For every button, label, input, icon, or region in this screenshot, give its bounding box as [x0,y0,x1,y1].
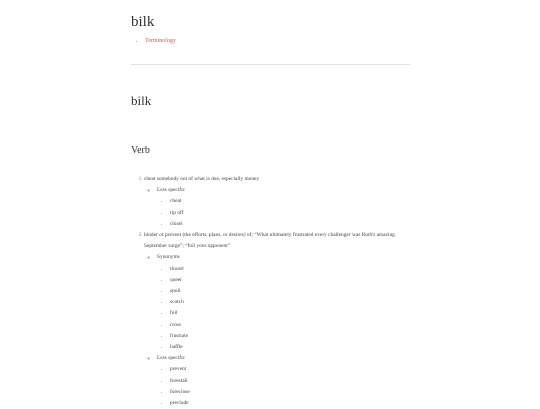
word-item: • foil [170,308,411,319]
word-item: • rip off [170,208,411,219]
word-list [157,264,411,354]
toc-link-terminology[interactable]: Terminology [145,38,176,44]
group-label: Less specific [157,187,185,194]
table-of-contents [131,38,176,44]
word-item: • chisel [170,219,411,230]
word-item: • forestall [170,376,411,387]
word-item: • cheat [170,196,411,207]
group-item [157,252,411,353]
group-label: Synonyms [157,254,180,261]
sense-list [131,174,411,409]
group-item [157,353,411,409]
word-item: • queer [170,275,411,286]
word-item: • prevent [170,364,411,375]
sense-groups [144,252,411,409]
word-list [157,196,411,230]
word-item: • frustrate [170,331,411,342]
word-item: • foreclose [170,387,411,398]
sense-definition: hinder or prevent (the efforts, plans, or desires) of; “What ultimately frustrated every challenger was Ruth's amazing September surge”; “foil your opponent” [144,232,395,250]
word-item: • spoil [170,286,411,297]
word-list [157,364,411,409]
word-item: • baffle [170,342,411,353]
sense-groups [144,185,411,230]
group-label: Less specific [157,355,185,362]
word-item: • scotch [170,297,411,308]
divider [131,64,410,65]
page-title: bilk [131,14,155,30]
sense-item [144,174,411,230]
sense-definition: cheat somebody out of what is due, especially money [144,176,260,182]
group-item [157,185,411,230]
word-item: • preclude [170,398,411,409]
part-of-speech-heading: Verb [131,145,150,156]
toc-item [145,38,176,44]
sense-item [144,230,411,409]
word-item: • thwart [170,264,411,275]
word-item: • cross [170,320,411,331]
word-heading: bilk [131,93,152,108]
